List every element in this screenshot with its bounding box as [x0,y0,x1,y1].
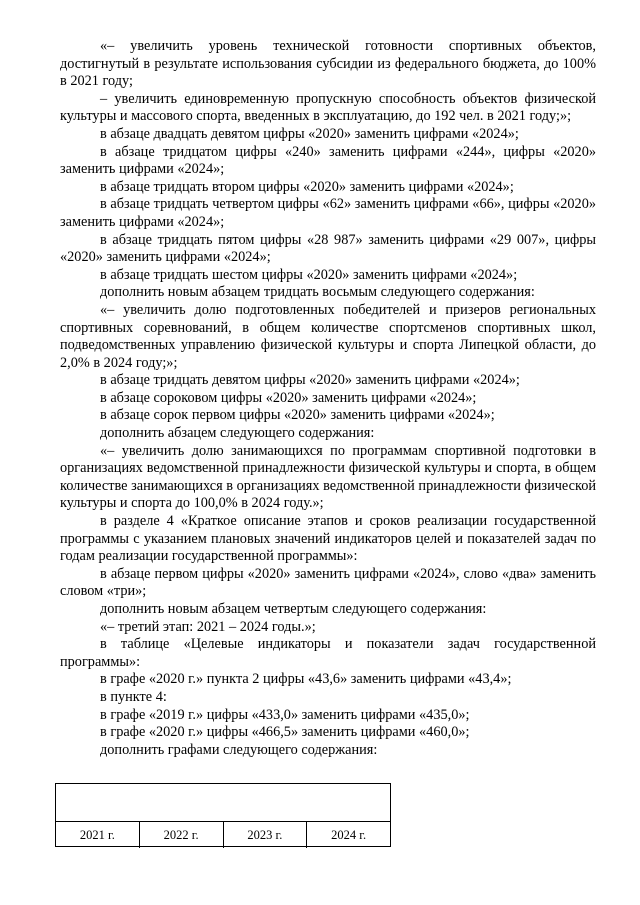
paragraph: в пункте 4: [100,688,167,705]
paragraph: в графе «2019 г.» цифры «433,0» заменить цифрами «435,0»; [100,706,470,723]
paragraph: дополнить новым абзацем четвертым следующего содержания: [100,601,487,617]
paragraph: дополнить абзацем следующего содержания: [100,425,375,442]
table-cell-year: 2024 г. [331,828,367,842]
document-body [60,38,596,759]
paragraph: «– увеличить долю подготовленных победителей и призеров региональных спортивных соревнований, в общем количестве спортсменов спортивных школ, подведомственных управлению физической культуры и спорта Липецкой области, до 2,0% в 2024 году;»; [60,301,596,371]
paragraph: в абзаце сорок первом цифры «2020» заменить цифрами «2024»; [100,407,495,424]
paragraph: в таблице «Целевые индикаторы и показатели задач государственной программы»: [60,636,596,670]
paragraph: в графе «2020 г.» цифры «466,5» заменить цифрами «460,0»; [100,724,470,741]
paragraph: в разделе 4 «Краткое описание этапов и сроков реализации государственной программы с указанием плановых значений индикаторов целей и показателей задач по годам реализации государственной программы»: [60,513,596,565]
paragraph: «– третий этап: 2021 – 2024 годы.»; [100,618,316,635]
paragraph: в абзаце тридцать девятом цифры «2020» заменить цифрами «2024»; [100,372,520,389]
paragraph: – увеличить единовременную пропускную способность объектов физической культуры и массового спорта, введенных в эксплуатацию, до 192 чел. в 2021 году;»; [60,90,596,125]
table-cell-year: 2023 г. [224,822,308,848]
paragraph: в абзаце тридцать пятом цифры «28 987» заменить цифрами «29 007», цифры «2020» заменить цифрами «2024»; [60,231,596,266]
paragraph: дополнить новым абзацем тридцать восьмым следующего содержания: [100,284,535,301]
table-cell-year: 2022 г. [140,822,224,848]
paragraph: в абзаце первом цифры «2020» заменить цифрами «2024», слово «два» заменить словом «три»; [60,565,596,600]
paragraph: в абзаце сороковом цифры «2020» заменить цифрами «2024»; [100,389,477,406]
paragraph: «– увеличить долю занимающихся по программам спортивной подготовки в организациях ведомственной принадлежности физической культуры и спорта, в общем количестве занимающихся в организациях ведомственной принадлежности физической культуры и спорта до 100,0% в 2024 году.»; [60,442,596,512]
paragraph: в абзаце тридцать четвертом цифры «62» заменить цифрами «66», цифры «2020» заменить цифрами «2024»; [60,196,596,230]
paragraph: в графе «2020 г.» пункта 2 цифры «43,6» заменить цифрами «43,4»; [100,671,512,688]
paragraph: в абзаце тридцать шестом цифры «2020» заменить цифрами «2024»; [100,266,518,283]
years-table [55,783,391,847]
paragraph: дополнить графами следующего содержания: [100,741,378,758]
paragraph: «– увеличить уровень технической готовности спортивных объектов, достигнутый в результате использования субсидии из федерального бюджета, до 100% в 2021 году; [60,38,596,90]
table-header-empty [56,784,390,822]
table-cell-year: 2021 г. [56,822,140,848]
paragraph: в абзаце тридцать втором цифры «2020» заменить цифрами «2024»; [100,178,514,195]
table-row [56,822,390,848]
paragraph: в абзаце тридцатом цифры «240» заменить цифрами «244», цифры «2020» заменить цифрами «2024»; [60,143,596,178]
paragraph: в абзаце двадцать девятом цифры «2020» заменить цифрами «2024»; [100,125,519,142]
